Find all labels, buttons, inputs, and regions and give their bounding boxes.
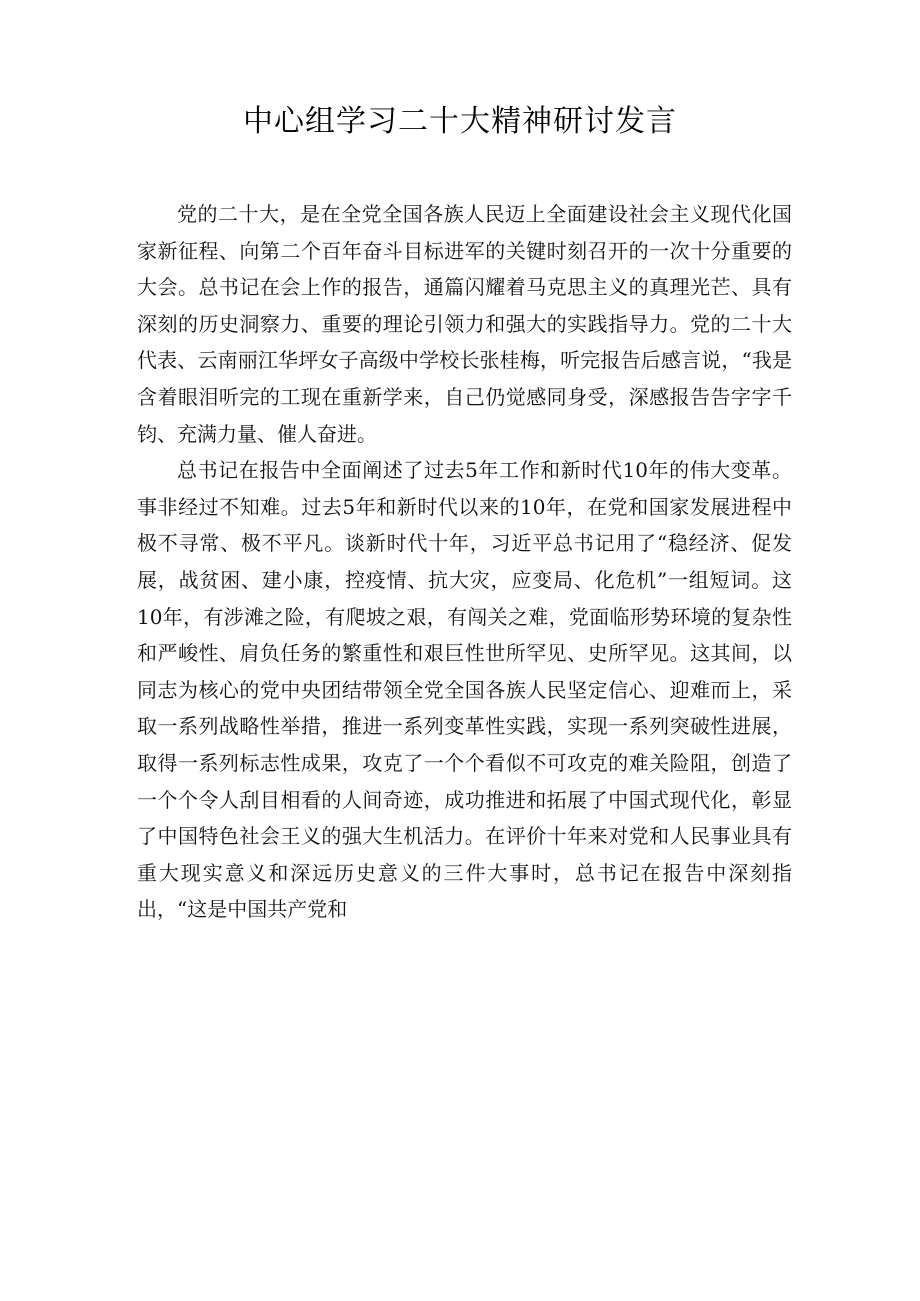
paragraph-1: 党的二十大，是在全党全国各族人民迈上全面建设社会主义现代化国家新征程、向第二个百年奋斗目标进军的关键时刻召开的一次十分重要的大会。总书记在会上作的报告，通篇闪耀着马克思主义的真理光芒、具有深刻的历史洞察力、重要的理论引领力和强大的实践指导力。党的二十大代表、云南丽江华坪女子高级中学校长张桂梅，听完报告后感言说，“我是含着眼泪听完的工现在重新学来，自己仍觉感同身受，深感报告告字字千钧、充满力量、催人奋进。 [137,202,792,446]
document-title: 中心组学习二十大精神研讨发言 [243,104,677,139]
paragraph-2: 总书记在报告中全面阐述了过去5年工作和新时代10年的伟大变革。事非经过不知难。过去5年和新时代以来的10年，在党和国家发展进程中极不寻常、极不平凡。谈新时代十年，习近平总书记用了“稳经济、促发展，战贫困、建小康，控疫情、抗大灾，应变局、化危机”一组短词。这10年，有涉滩之险，有爬坡之艰，有闯关之难，党面临形势环境的复杂性和严峻性、肩负任务的繁重性和艰巨性世所罕见、史所罕见。这其间，以同志为核心的党中央团结带领全党全国各族人民坚定信心、迎难而上，采取一系列战略性举措，推进一系列变革性实践，实现一系列突破性进展，取得一系列标志性成果，攻克了一个个看似不可攻克的难关险阻，创造了一个个令人刮目相看的人间奇迹，成功推进和拓展了中国式现代化，彰显了中国特色社会王义的强大生机活力。在评价十年来对党和人民事业具有重大现实意义和深远历史意义的三件大事时，总书记在报告中深刻指出，“这是中国共产党和 [137,458,792,922]
document-body [137,196,792,928]
